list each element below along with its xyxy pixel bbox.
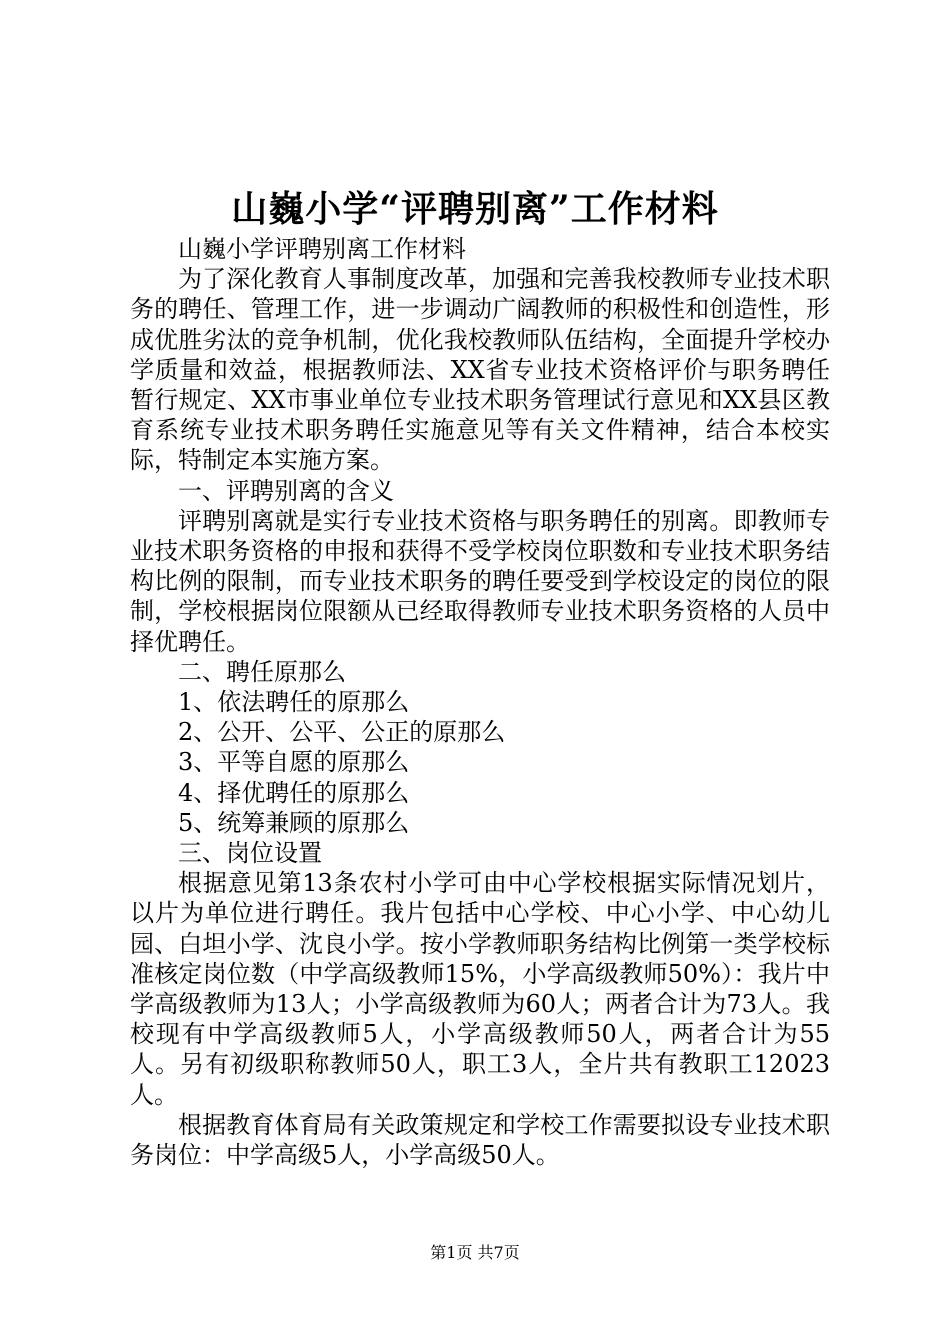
document-body bbox=[130, 234, 830, 1170]
paragraph-section-1: 评聘别离就是实行专业技术资格与职务聘任的别离。即教师专业技术职务资格的申报和获得不受学校岗位职数和专业技术职务结构比例的限制，而专业技术职务的聘任要受到学校设定的岗位的限制，学校根据岗位限额从已经取得教师专业技术职务资格的人员中择优聘任。 bbox=[130, 506, 830, 656]
document-title: 山巍小学“评聘别离”工作材料 bbox=[231, 188, 719, 230]
principle-item-5: 5、统筹兼顾的原那么 bbox=[178, 808, 410, 837]
principle-item-3: 3、平等自愿的原那么 bbox=[178, 748, 410, 777]
section-heading-1: 一、评聘别离的含义 bbox=[178, 476, 394, 505]
paragraph-section-3a: 根据意见第13条农村小学可由中心学校根据实际情况划片，以片为单位进行聘任。我片包括中心学校、中心小学、中心幼儿园、白坦小学、沈良小学。按小学教师职务结构比例第一类学校标准核定岗位数（中学高级教师15%，小学高级教师50%）：我片中学高级教师为13人；小学高级教师为60人；两者合计为73人。我校现有中学高级教师5人，小学高级教师50人，两者合计为55人。另有初级职称教师50人，职工3人，全片共有教职工12023人。 bbox=[130, 869, 830, 1109]
principle-item-1: 1、依法聘任的原那么 bbox=[178, 688, 410, 717]
section-heading-3: 三、岗位设置 bbox=[178, 839, 322, 868]
paragraph-section-3b: 根据教育体育局有关政策规定和学校工作需要拟设专业技术职务岗位：中学高级5人，小学高级50人。 bbox=[130, 1110, 830, 1170]
paragraph-subtitle: 山巍小学评聘别离工作材料 bbox=[178, 235, 466, 263]
paragraph-intro: 为了深化教育人事制度改革，加强和完善我校教师专业技术职务的聘任、管理工作，进一步调动广阔教师的积极性和创造性，形成优胜劣汰的竞争机制，优化我校教师队伍结构，全面提升学校办学质量和效益，根据教师法、XX省专业技术资格评价与职务聘任暂行规定、XX市事业单位专业技术职务管理试行意见和XX县区教育系统专业技术职务聘任实施意见等有关文件精神，结合本校实际，特制定本实施方案。 bbox=[130, 265, 830, 475]
page-number-footer: 第1页 共7页 bbox=[430, 1243, 520, 1262]
principle-item-4: 4、择优聘任的原那么 bbox=[178, 778, 410, 807]
section-heading-2: 二、聘任原那么 bbox=[178, 657, 346, 686]
principle-item-2: 2、公开、公平、公正的原那么 bbox=[178, 718, 506, 747]
